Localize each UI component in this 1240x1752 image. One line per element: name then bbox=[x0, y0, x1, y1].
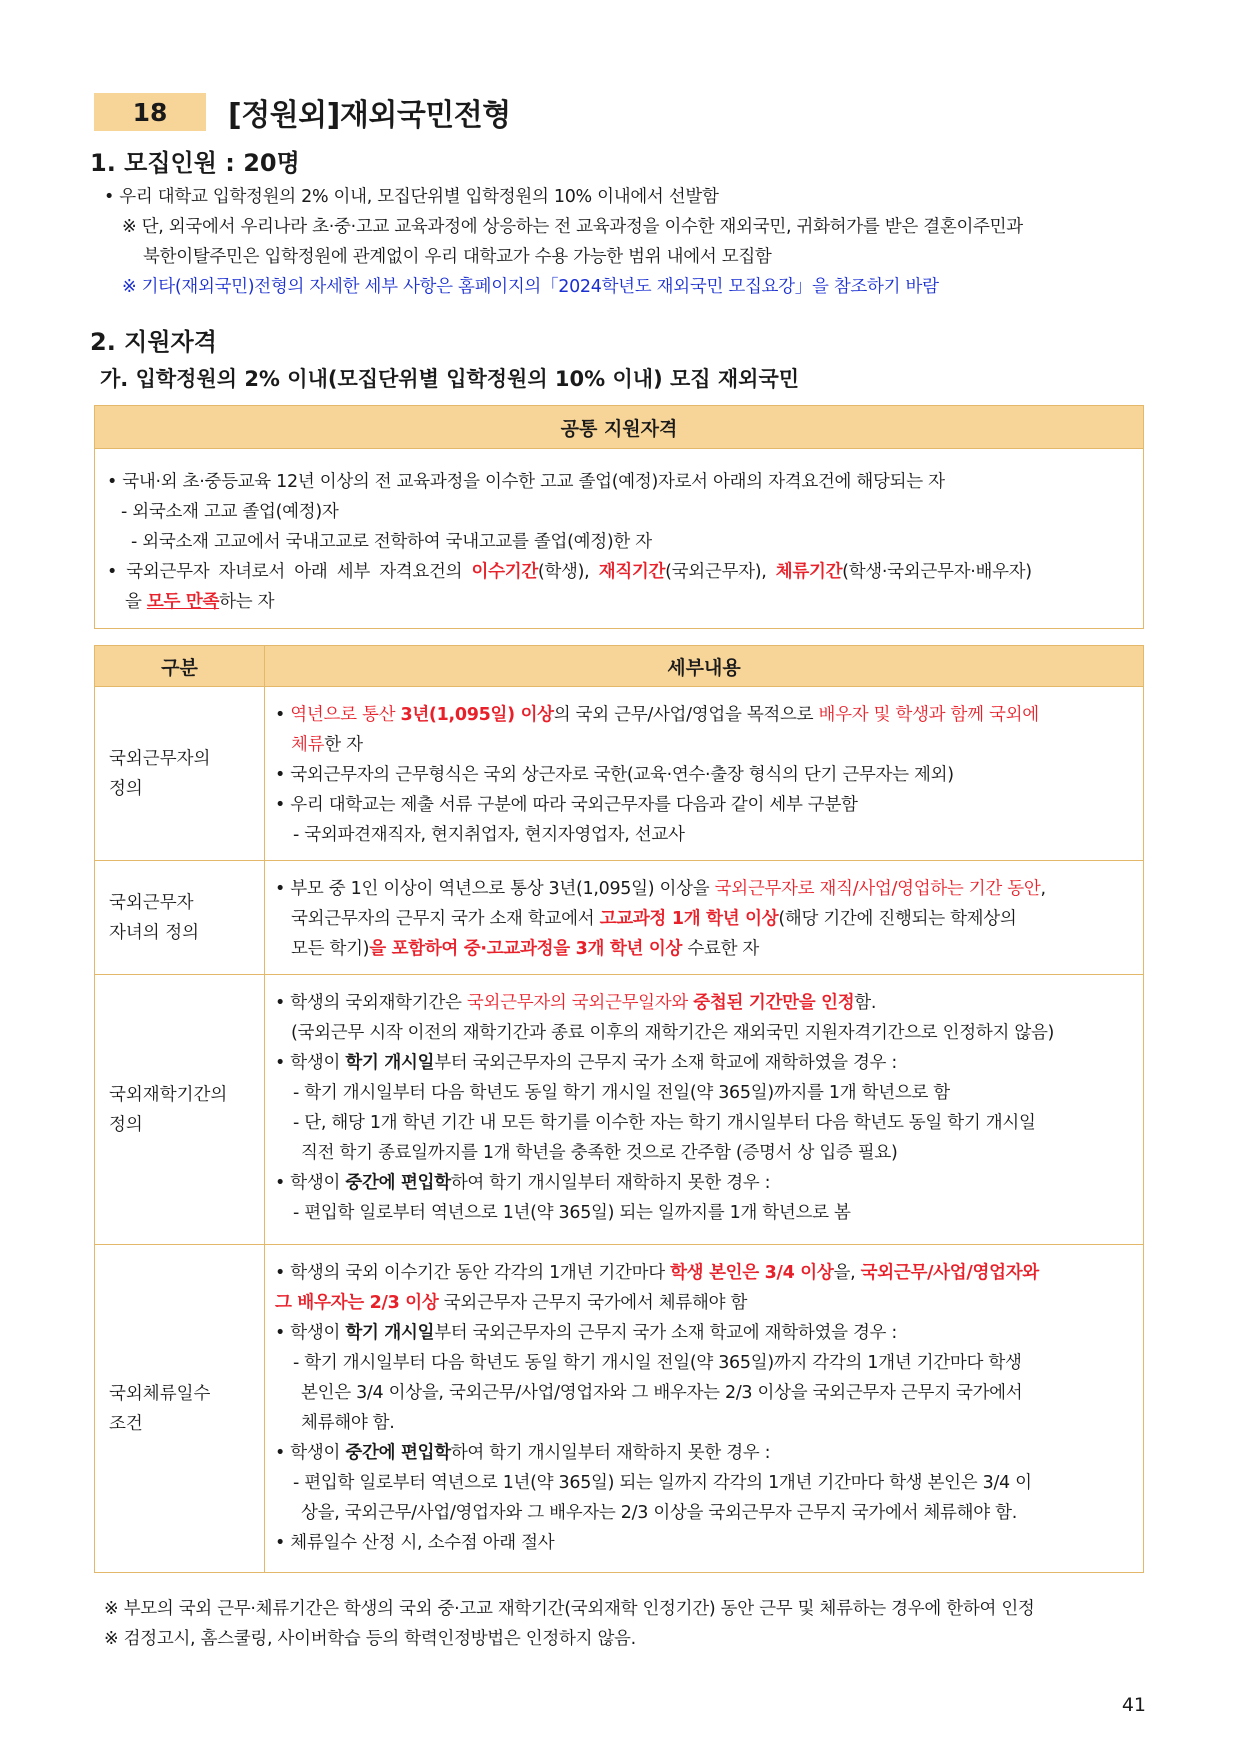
recruit-note-1b: 북한이탈주민은 입학정원에 관계없이 우리 대학교가 수용 가능한 범위 내에서 모집함 bbox=[143, 247, 772, 267]
page-number: 41 bbox=[1121, 1694, 1146, 1716]
common-line-3: - 외국소재 고교에서 국내고교로 전학하여 국내고교를 졸업(예정)한 자 bbox=[131, 532, 652, 552]
header-detail: 세부내용 bbox=[265, 646, 1144, 687]
row-detail: • 학생의 국외 이수기간 동안 각각의 1개년 기간마다 학생 본인은 3/4 이상을, 국외근무/사업/영업자와 그 배우자는 2/3 이상 국외근무자 근무지 국가에서 체류해야 함 • 학생이 학기 개시일부터 국외근무자의 근무지 국가 소재 학교에 재학하였을 경우 : - 학기 개시일부터 다음 학년도 동일 학기 개시일 전일(약 365일)까지 각각의 1개년 기간마다 학생 본인은 3/4 이상을, 국외근무/사업/영업자와 그 배우자는 2/3 이상을 국외근무자 근무지 국가에서 체류해야 함. • 학생이 중간에 편입학하여 학기 개시일부터 재학하지 못한 경우 : - 편입학 일로부터 역년으로 1년(약 365일) 되는 일까지 각각의 1개년 기간마다 학생 본인은 3/4 이 상을, 국외근무/사업/영업자와 그 배우자는 2/3 이상을 국외근무자 근무지 국가에서 체류해야 함. • 체류일수 산정 시, 소수점 아래 절사 bbox=[265, 1245, 1144, 1573]
recruit-note-2: ※ 기타(재외국민)전형의 자세한 세부 사항은 홈페이지의「2024학년도 재외국민 모집요강」을 참조하기 바람 bbox=[122, 277, 939, 297]
section-number-badge: 18 bbox=[94, 93, 206, 131]
qualification-subheading: 가. 입학정원의 2% 이내(모집단위별 입학정원의 10% 이내) 모집 재외국민 bbox=[100, 367, 800, 391]
table-row bbox=[95, 975, 1144, 1245]
row-category: 국외재학기간의 정의 bbox=[95, 975, 265, 1245]
footnote-2: ※ 검정고시, 홈스쿨링, 사이버학습 등의 학력인정방법은 인정하지 않음. bbox=[104, 1629, 636, 1649]
common-qualification-box bbox=[94, 405, 1144, 629]
footnote-1: ※ 부모의 국외 근무·체류기간은 학생의 국외 중·고교 재학기간(국외재학 인정기간) 동안 근무 및 체류하는 경우에 한하여 인정 bbox=[104, 1599, 1035, 1619]
common-line-2: - 외국소재 고교 졸업(예정)자 bbox=[121, 502, 339, 522]
row-category: 국외체류일수 조건 bbox=[95, 1245, 265, 1573]
header-category: 구분 bbox=[95, 646, 265, 687]
row-detail: • 역년으로 통산 3년(1,095일) 이상의 국외 근무/사업/영업을 목적으로 배우자 및 학생과 함께 국외에 체류한 자 • 국외근무자의 근무형식은 국외 상근자로 국한(교육·연수·출장 형식의 단기 근무자는 제외) • 우리 대학교는 제출 서류 구분에 따라 국외근무자를 다음과 같이 세부 구분함 - 국외파견재직자, 현지취업자, 현지자영업자, 선교사 bbox=[265, 687, 1144, 861]
recruit-heading: 1. 모집인원 : 20명 bbox=[90, 149, 300, 177]
row-detail: • 부모 중 1인 이상이 역년으로 통상 3년(1,095일) 이상을 국외근무자로 재직/사업/영업하는 기간 동안, 국외근무자의 근무지 국가 소재 학교에서 고교과정 1개 학년 이상(해당 기간에 진행되는 학제상의 모든 학기)을 포함하여 중·고교과정을 3개 학년 이상 수료한 자 bbox=[265, 861, 1144, 975]
common-qualification-title: 공통 지원자격 bbox=[95, 406, 1143, 449]
table-row bbox=[95, 1245, 1144, 1573]
recruit-bullet: • 우리 대학교 입학정원의 2% 이내, 모집단위별 입학정원의 10% 이내에서 선발함 bbox=[104, 187, 719, 207]
common-line-4: • 국외근무자 자녀로서 아래 세부 자격요건의 이수기간(학생), 재직기간(국외근무자), 체류기간(학생·국외근무자·배우자) bbox=[107, 562, 1032, 582]
recruit-note-1a: ※ 단, 외국에서 우리나라 초·중·고교 교육과정에 상응하는 전 교육과정을 이수한 재외국민, 귀화허가를 받은 결혼이주민과 bbox=[122, 217, 1023, 237]
row-category: 국외근무자의 정의 bbox=[95, 687, 265, 861]
table-row bbox=[95, 687, 1144, 861]
row-category: 국외근무자 자녀의 정의 bbox=[95, 861, 265, 975]
section-title: [정원외]재외국민전형 bbox=[228, 98, 511, 133]
common-line-5: 을 모두 만족하는 자 bbox=[125, 592, 275, 612]
qualification-heading: 2. 지원자격 bbox=[90, 328, 217, 356]
table-row bbox=[95, 861, 1144, 975]
common-line-1: • 국내·외 초·중등교육 12년 이상의 전 교육과정을 이수한 고교 졸업(예정)자로서 아래의 자격요건에 해당되는 자 bbox=[107, 472, 945, 492]
row-detail: • 학생의 국외재학기간은 국외근무자의 국외근무일자와 중첩된 기간만을 인정함. (국외근무 시작 이전의 재학기간과 종료 이후의 재학기간은 재외국민 지원자격기간으로 인정하지 않음) • 학생이 학기 개시일부터 국외근무자의 근무지 국가 소재 학교에 재학하였을 경우 : - 학기 개시일부터 다음 학년도 동일 학기 개시일 전일(약 365일)까지를 1개 학년으로 함 - 단, 해당 1개 학년 기간 내 모든 학기를 이수한 자는 학기 개시일부터 다음 학년도 동일 학기 개시일 직전 학기 종료일까지를 1개 학년을 충족한 것으로 간주함 (증명서 상 입증 필요) • 학생이 중간에 편입학하여 학기 개시일부터 재학하지 못한 경우 : - 편입학 일로부터 역년으로 1년(약 365일) 되는 일까지를 1개 학년으로 봄 bbox=[265, 975, 1144, 1245]
detail-table bbox=[94, 645, 1144, 1573]
